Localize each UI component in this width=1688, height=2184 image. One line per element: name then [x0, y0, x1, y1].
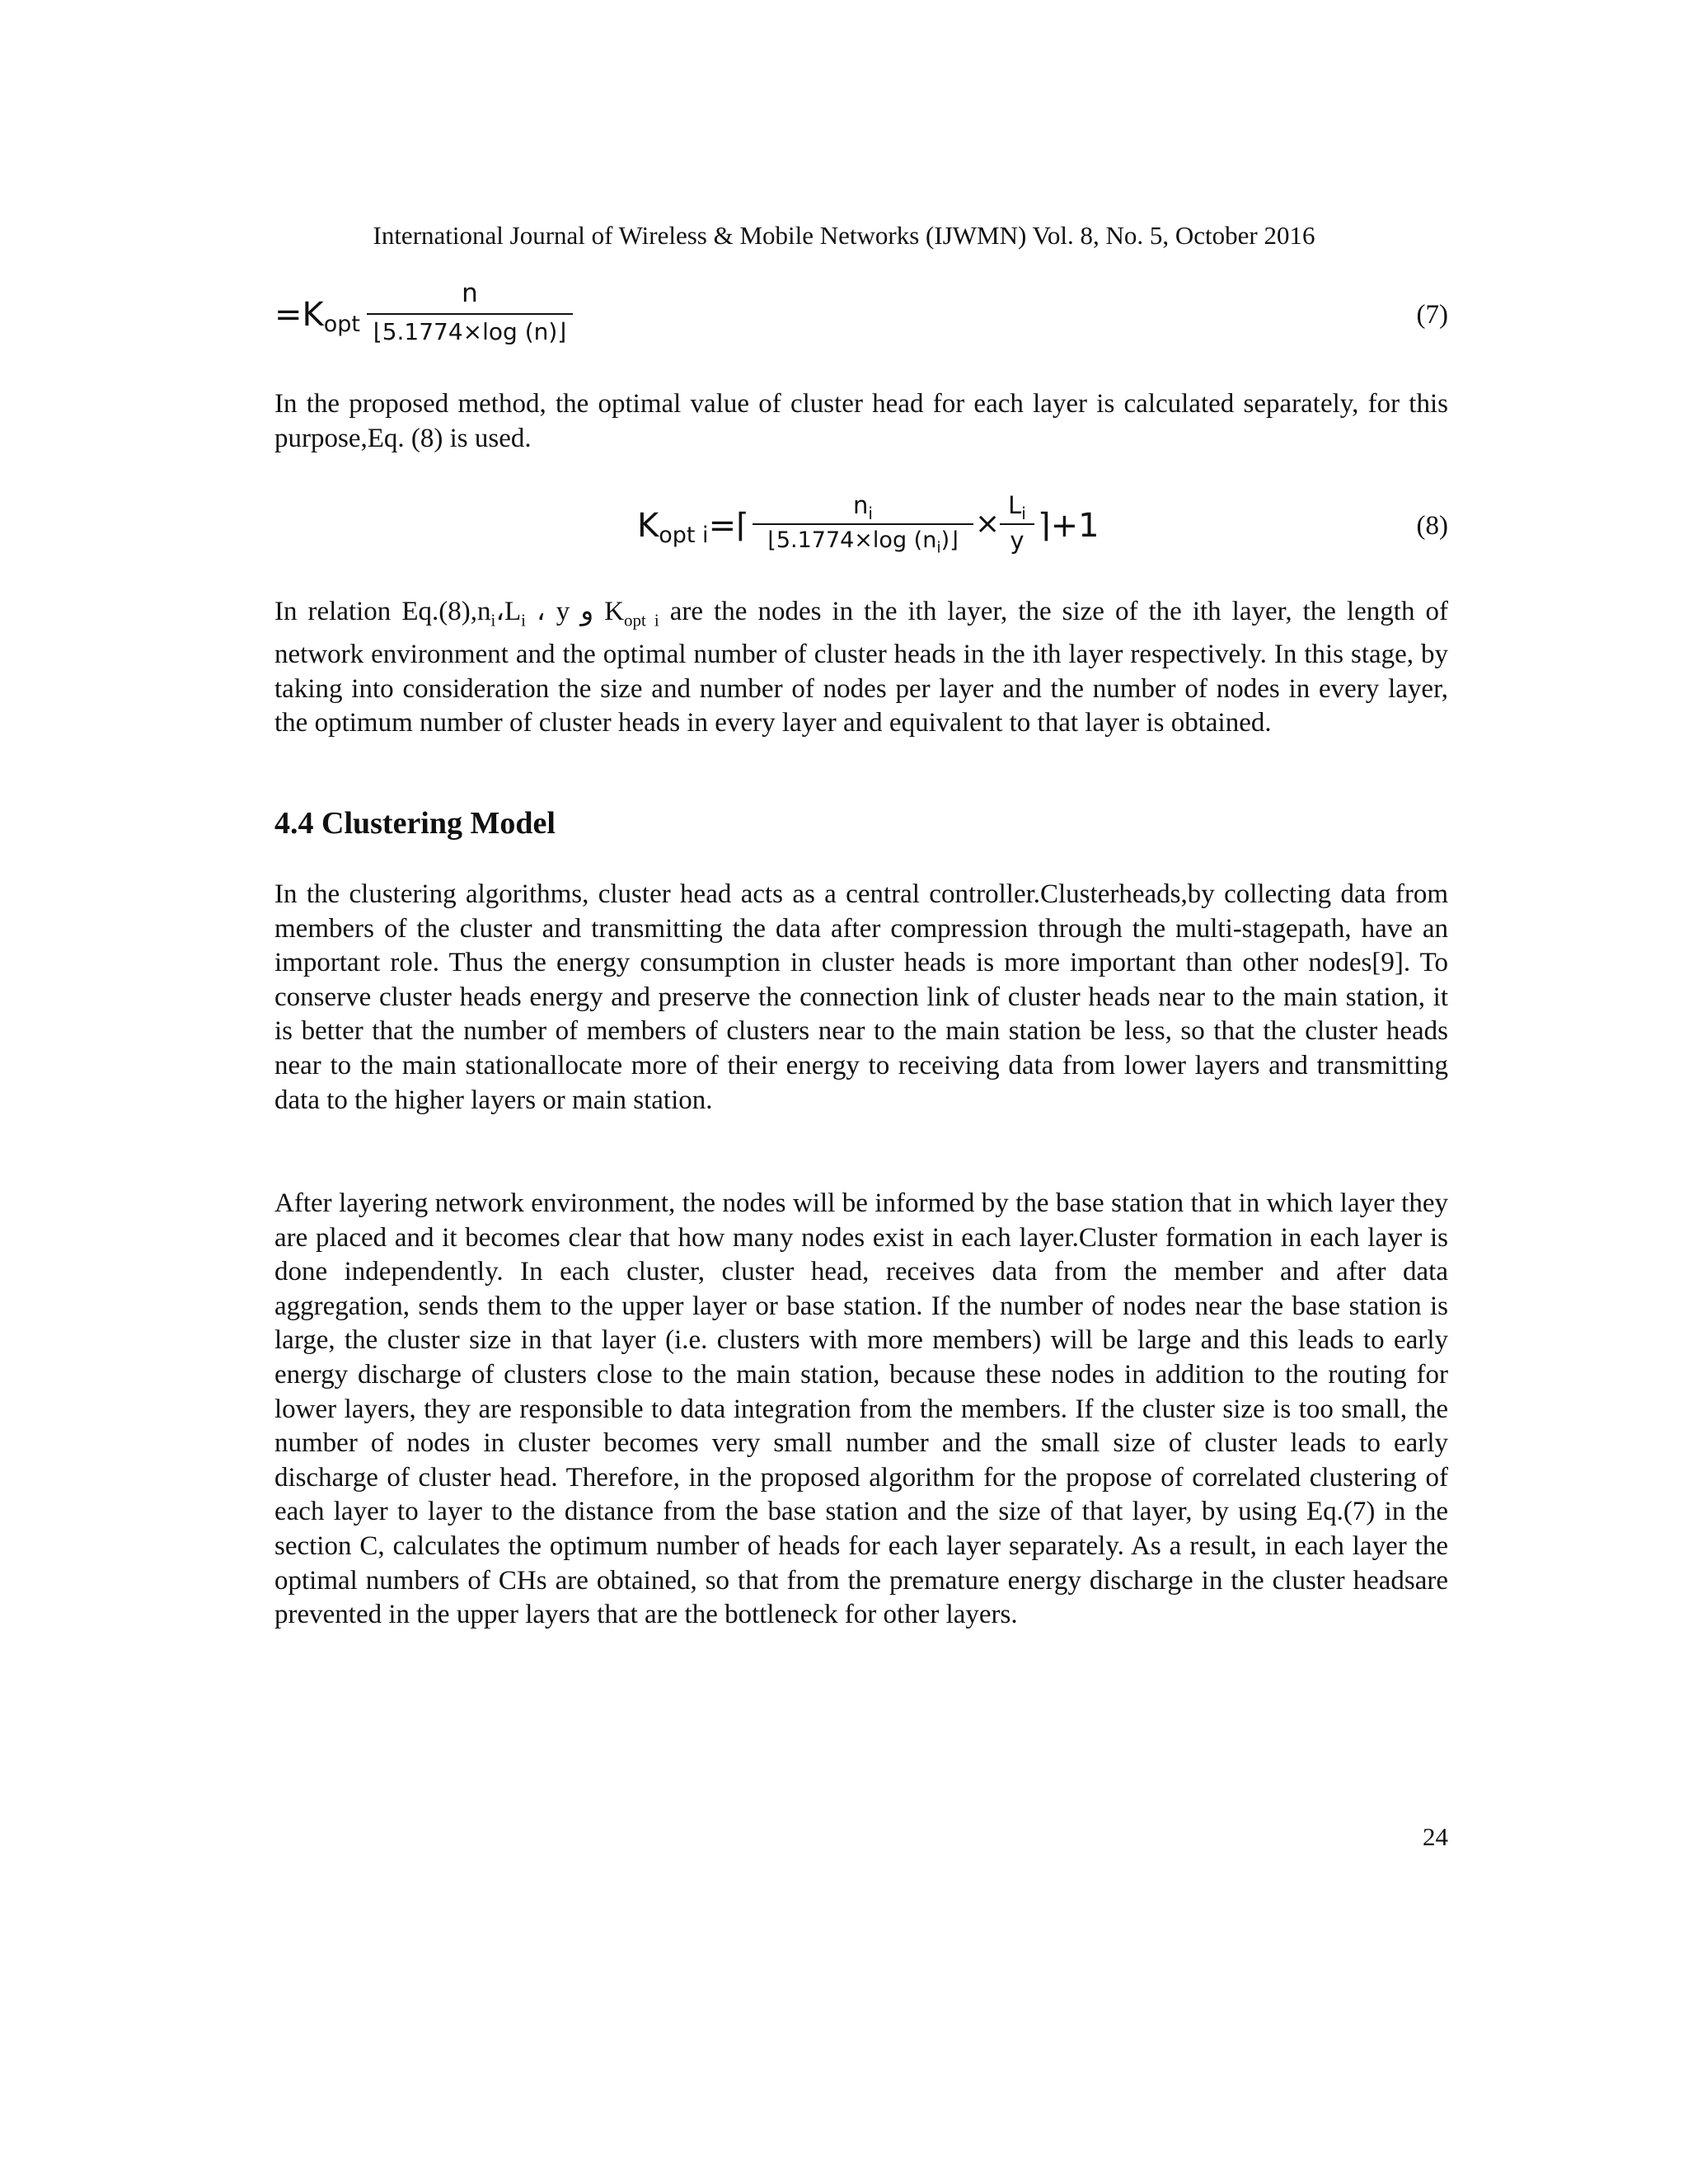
section-heading: 4.4 Clustering Model	[274, 806, 556, 841]
eq8-tail: ⌉+1	[1038, 507, 1100, 545]
eq8-number: (8)	[1416, 511, 1448, 541]
eq8-denominator-1: ⌊5.1774×log $(n_i)⌋$	[767, 527, 959, 557]
eq8-denominator-2: y	[1010, 527, 1025, 555]
eq8-fraction-bar-1	[753, 523, 973, 525]
equation-8	[274, 486, 1448, 569]
page-number: 24	[1423, 1822, 1448, 1851]
eq7-denominator: ⌊5.1774×log (n)⌋	[373, 318, 567, 345]
eq8-fraction-bar-2	[1000, 523, 1034, 525]
running-header: International Journal of Wireless & Mobile Networks (IJWMN) Vol. 8, No. 5, October 2016	[373, 221, 1315, 250]
paragraph-3: In the clustering algorithms, cluster head acts as a central controller.Clusterheads,by collecting data from members of the cluster and transmitting the data after compression through the multi-stagepath, have an important role. Thus the energy consumption in cluster heads is more important than other nodes[9]. To conserve cluster heads energy and preserve the connection link of cluster heads near to the main station, it is better that the number of members of clusters near to the main station be less, so that the cluster heads near to the main stationallocate more of their energy to receiving data from lower layers and transmitting data to the higher layers or main station.	[274, 879, 1448, 1115]
eq7-numerator: n	[462, 279, 478, 308]
paragraph-4: After layering network environment, the nodes will be informed by the base station that in which layer they are placed and it becomes clear that how many nodes exist in each layer.Cluster formation in each layer is done independently. In each cluster, cluster head, receives data from the member and after data aggregation, sends them to the upper layer or base station. If the number of nodes near the base station is large, the cluster size in that layer (i.e. clusters with more members) will be large and this leads to early energy discharge of clusters close to the main station, because these nodes in addition to the routing for lower layers, they are responsible to data integration from the members. If the cluster size is too small, the number of nodes in cluster becomes very small number and the small size of cluster leads to early discharge of cluster head. Therefore, in the proposed algorithm for the propose of correlated clustering of each layer to layer to the distance from the base station and the size of that layer, by using Eq.(7) in the section C, calculates the optimum number of heads for each layer separately. As a result, in each layer the optimal numbers of CHs are obtained, so that from the premature energy discharge in the cluster headsare prevented in the upper layers that are the bottleneck for other layers.	[274, 1188, 1448, 1630]
paragraph-2: In relation $Eq.(8),n_i،L_i$ ، y و $K_{opt i}$ are the nodes in the ith layer, the size of the ith layer, the length of network environment and the optimal number of cluster heads in the ith layer respectively. In this stage, by taking into consideration the size and number of nodes per layer and the number of nodes in every layer, the optimum number of cluster heads in every layer and equivalent to that layer is obtained.	[274, 597, 1448, 738]
eq7-number: (7)	[1416, 300, 1448, 330]
eq8-numerator-2: $L_i$	[1008, 491, 1026, 523]
eq8-times: ×	[975, 507, 1001, 541]
eq8-lhs: $K_{opt i}=⌈$	[637, 507, 749, 548]
eq7-fraction-bar	[367, 313, 573, 315]
equation-7	[274, 272, 1448, 363]
eq8-numerator-1: $n_i$	[853, 491, 873, 523]
paragraph-1: In the proposed method, the optimal value of cluster head for each layer is calculated separately, for this purpose,Eq. (8) is used.	[274, 389, 1448, 453]
eq7-lhs: $=K_{opt}$	[274, 296, 360, 337]
